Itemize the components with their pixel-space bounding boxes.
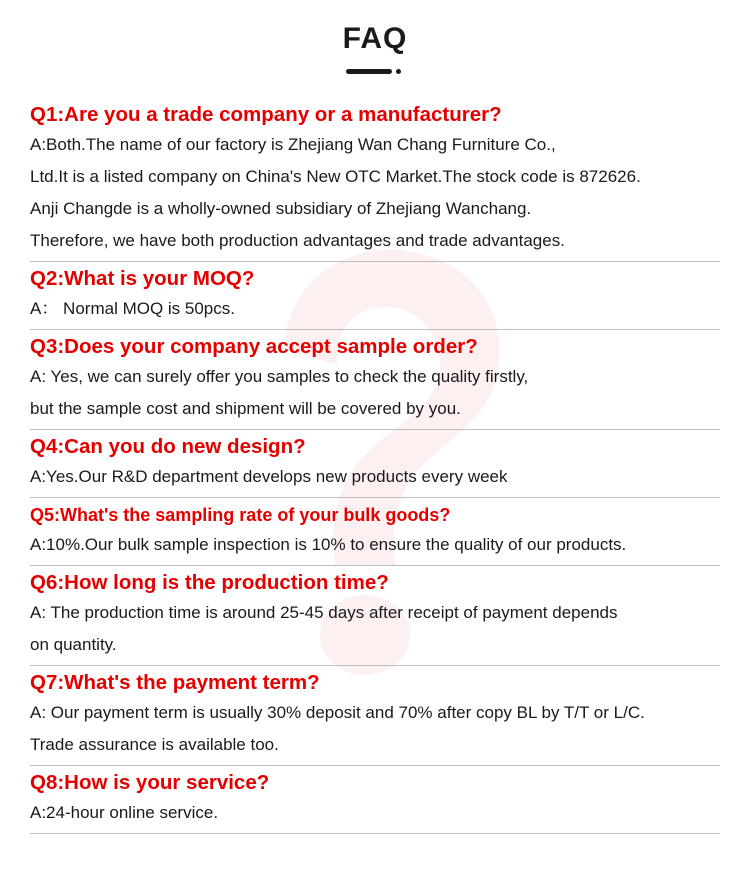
faq-item-q3 (30, 330, 720, 430)
faq-header (0, 0, 750, 98)
faq-item-q4 (30, 430, 720, 498)
faq-answer-line: A:Both.The name of our factory is Zhejiang Wan Chang Furniture Co., (30, 135, 556, 154)
faq-question: Q8:How is your service? (30, 771, 270, 794)
faq-item-q5 (30, 498, 720, 566)
faq-answer-line: A:Yes.Our R&D department develops new products every week (30, 467, 508, 486)
faq-question: Q4:Can you do new design? (30, 435, 306, 458)
faq-answer-line: Ltd.It is a listed company on China's New OTC Market.The stock code is 872626. (30, 167, 641, 186)
faq-question: Q5:What's the sampling rate of your bulk goods? (30, 505, 451, 525)
title-dot (396, 69, 401, 74)
faq-answer-line: A: The production time is around 25-45 days after receipt of payment depends (30, 603, 618, 622)
faq-question: Q2:What is your MOQ? (30, 267, 255, 290)
faq-answer-line: Anji Changde is a wholly-owned subsidiary of Zhejiang Wanchang. (30, 199, 532, 218)
faq-list (0, 98, 750, 834)
title-underline (346, 69, 392, 74)
faq-answer-line: Trade assurance is available too. (30, 735, 279, 754)
faq-item-q8 (30, 766, 720, 834)
faq-question: Q7:What's the payment term? (30, 671, 320, 694)
faq-question: Q1:Are you a trade company or a manufacturer? (30, 103, 502, 126)
faq-answer-line: A： Normal MOQ is 50pcs. (30, 299, 235, 318)
faq-answer-line: A: Yes, we can surely offer you samples to check the quality firstly, (30, 367, 529, 386)
faq-item-q2 (30, 262, 720, 330)
faq-item-q7 (30, 666, 720, 766)
faq-answer-line: A: Our payment term is usually 30% deposit and 70% after copy BL by T/T or L/C. (30, 703, 645, 722)
faq-question: Q3:Does your company accept sample order? (30, 335, 478, 358)
faq-answer-line: on quantity. (30, 635, 117, 654)
faq-item-q6 (30, 566, 720, 666)
faq-item-q1 (30, 98, 720, 262)
faq-answer-line: A:24-hour online service. (30, 803, 219, 822)
faq-answer-line: Therefore, we have both production advantages and trade advantages. (30, 231, 565, 250)
page-title: FAQ (342, 22, 408, 55)
faq-answer-line: but the sample cost and shipment will be covered by you. (30, 399, 461, 418)
faq-answer-line: A:10%.Our bulk sample inspection is 10% to ensure the quality of our products. (30, 535, 627, 554)
faq-question: Q6:How long is the production time? (30, 571, 389, 594)
